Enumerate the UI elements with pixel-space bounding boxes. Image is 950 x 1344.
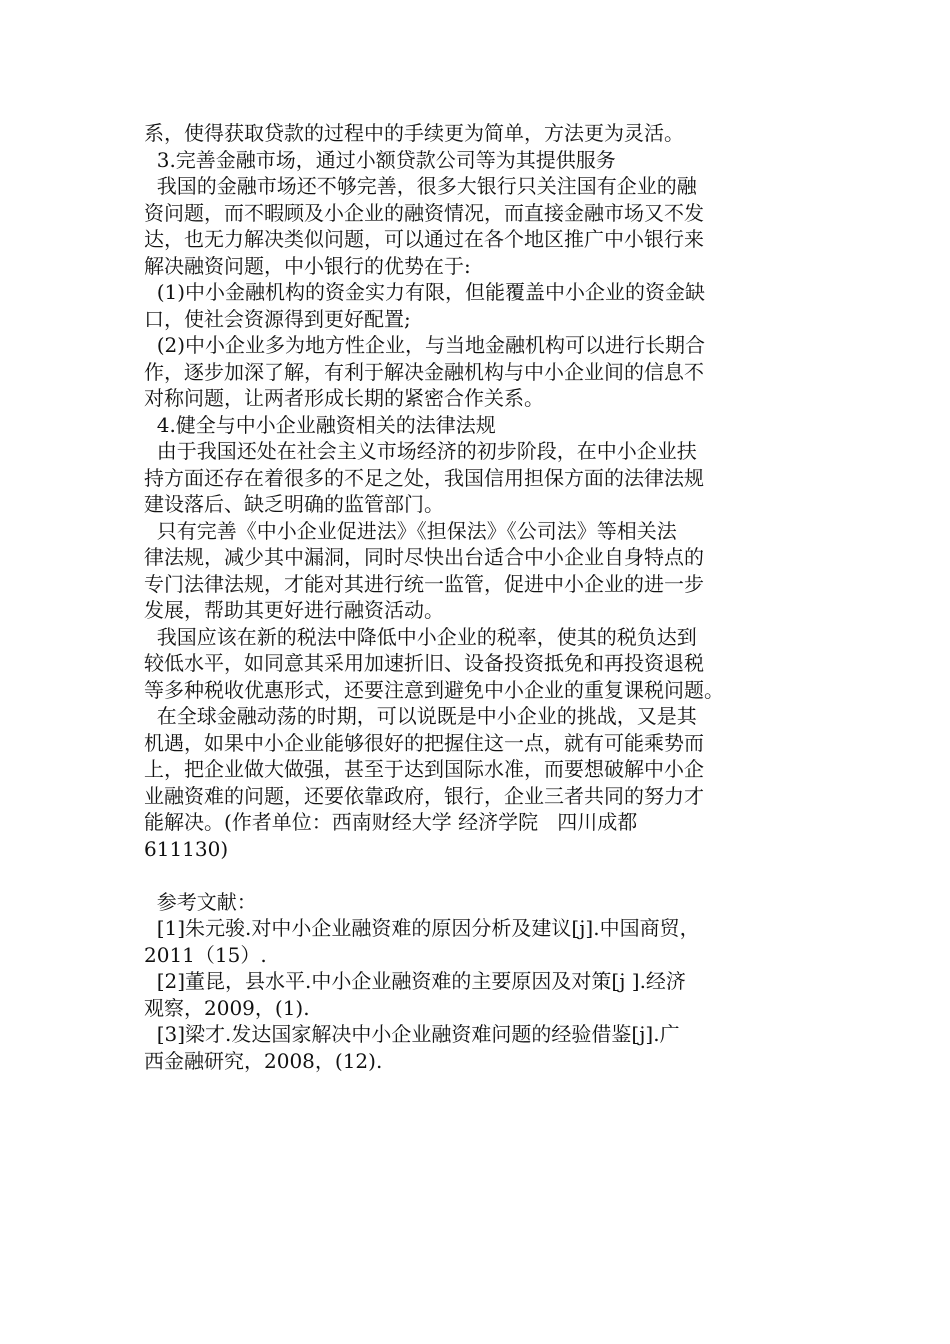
reference-item: [3]梁才.发达国家解决中小企业融资难问题的经验借鉴[j].广 bbox=[144, 1022, 680, 1046]
text-line: 律法规，减少其中漏洞，同时尽快出台适合中小企业自身特点的 bbox=[144, 545, 704, 569]
text-line: (1)中小金融机构的资金实力有限，但能覆盖中小企业的资金缺 bbox=[144, 280, 706, 304]
section-heading: 3.完善金融市场，通过小额贷款公司等为其提供服务 bbox=[144, 147, 616, 172]
text-line: 只有完善《中小企业促进法》《担保法》《公司法》等相关法 bbox=[144, 518, 677, 543]
text-line: 持方面还存在着很多的不足之处，我国信用担保方面的法律法规 bbox=[144, 465, 704, 490]
text-line: 建设落后、缺乏明确的监管部门。 bbox=[144, 492, 444, 516]
reference-item: [2]董昆，县水平.中小企业融资难的主要原因及对策[j ].经济 bbox=[144, 969, 686, 993]
text-line: 我国的金融市场还不够完善，很多大银行只关注国有企业的融 bbox=[144, 174, 697, 198]
text-line: 在全球金融动荡的时期，可以说既是中小企业的挑战，又是其 bbox=[144, 704, 697, 728]
reference-item: 观察，2009，(1). bbox=[144, 995, 310, 1020]
text-line: 口，使社会资源得到更好配置; bbox=[144, 306, 411, 331]
document-page bbox=[144, 120, 794, 1074]
text-line: 发展，帮助其更好进行融资活动。 bbox=[144, 598, 444, 622]
text-line: (2)中小企业多为地方性企业，与当地金融机构可以进行长期合 bbox=[144, 333, 706, 357]
reference-item: 2011（15）. bbox=[144, 942, 267, 967]
references-heading: 参考文献： bbox=[144, 889, 257, 914]
text-line: 资问题，而不暇顾及小企业的融资情况，而直接金融市场又不发 bbox=[144, 200, 704, 225]
text-line: 等多种税收优惠形式，还要注意到避免中小企业的重复课税问题。 bbox=[144, 677, 724, 702]
text-line: 达，也无力解决类似问题，可以通过在各个地区推广中小银行来 bbox=[144, 227, 704, 251]
text-line: 由于我国还处在社会主义市场经济的初步阶段，在中小企业扶 bbox=[144, 439, 697, 463]
text-line: 作，逐步加深了解，有利于解决金融机构与中小企业间的信息不 bbox=[144, 359, 704, 384]
author-affiliation: 能解决。(作者单位：西南财经大学 经济学院 四川成都 bbox=[144, 810, 638, 834]
text-line: 解决融资问题，中小银行的优势在于: bbox=[144, 253, 471, 278]
text-line: 我国应该在新的税法中降低中小企业的税率，使其的税负达到 bbox=[144, 624, 697, 649]
text-line: 系，使得获取贷款的过程中的手续更为简单，方法更为灵活。 bbox=[144, 121, 684, 145]
reference-item: 西金融研究，2008，(12). bbox=[144, 1048, 383, 1073]
section-heading: 4.健全与中小企业融资相关的法律法规 bbox=[144, 412, 496, 437]
text-line: 业融资难的问题，还要依靠政府，银行，企业三者共同的努力才 bbox=[144, 783, 704, 808]
text-line: 上，把企业做大做强，甚至于达到国际水准，而要想破解中小企 bbox=[144, 757, 704, 781]
body-text bbox=[144, 120, 794, 862]
postal-code: 611130) bbox=[144, 836, 229, 861]
text-line: 较低水平，如同意其采用加速折旧、设备投资抵免和再投资退税 bbox=[144, 651, 704, 675]
reference-item: [1]朱元骏.对中小企业融资难的原因分析及建议[j].中国商贸， bbox=[144, 916, 700, 940]
references-section bbox=[144, 889, 794, 1075]
text-line: 对称问题，让两者形成长期的紧密合作关系。 bbox=[144, 386, 544, 410]
text-line: 专门法律法规，才能对其进行统一监管，促进中小企业的进一步 bbox=[144, 571, 704, 596]
spacer bbox=[144, 862, 794, 889]
text-line: 机遇，如果中小企业能够很好的把握住这一点，就有可能乘势而 bbox=[144, 730, 704, 755]
